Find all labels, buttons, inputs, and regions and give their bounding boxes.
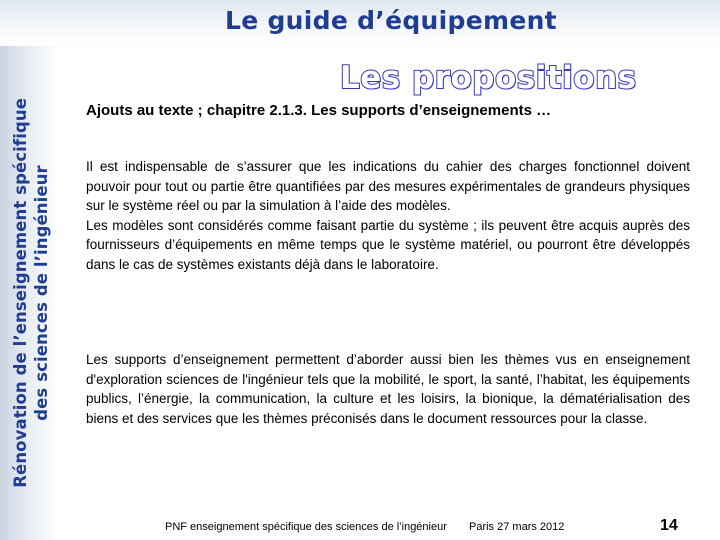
paragraph-1a: Il est indispensable de s’assurer que les indications du cahier des charges fonctionnel doivent pouvoir pour tout ou partie être quantifiées par des mesures expérimentales de grandeurs physiques sur le système réel ou par la simulation à l’aide des modèles.	[86, 159, 690, 213]
page-title: Le guide d’équipement	[225, 6, 557, 35]
side-banner-line2: des sciences de l’ingénieur	[31, 165, 51, 421]
footer-date: Paris 27 mars 2012	[469, 521, 565, 533]
lead-text: Ajouts au texte ; chapitre 2.1.3. Les supports d’enseignements …	[86, 102, 552, 119]
section-title: Les propositions	[340, 60, 637, 96]
paragraph-1b: Les modèles sont considérés comme faisant partie du système ; ils peuvent être acquis auprès des fournisseurs d’équipements en même temps que le système matériel, ou pourront être développés dans le cas de systèmes existants déjà dans le laboratoire.	[86, 217, 690, 272]
footer-text: PNF enseignement spécifique des sciences de l’ingénieur	[165, 521, 447, 533]
page-number: 14	[660, 517, 678, 534]
paragraph-2-text: Les supports d’enseignement permettent d’aborder aussi bien les thèmes vus en enseignement d'exploration sciences de l'ingénieur tels que la mobilité, le sport, la santé, l’habitat, les équipements publics, l’énergie, la communication, la culture et les loisirs, la bionique, la dématérialisation des biens et des services que les thèmes préconisés dans le document ressources pour la classe.	[86, 352, 690, 426]
paragraph-2	[86, 350, 690, 428]
side-banner-line1: Rénovation de l’enseignement spécifique	[10, 98, 30, 488]
side-banner	[0, 46, 61, 540]
paragraph-1	[86, 157, 690, 274]
